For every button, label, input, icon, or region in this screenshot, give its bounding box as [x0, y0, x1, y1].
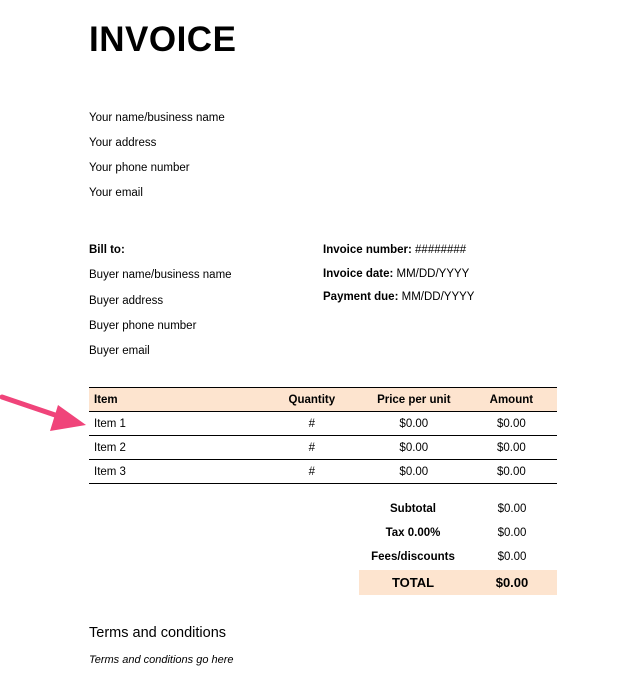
buyer-email: Buyer email — [89, 345, 150, 358]
bill-to-section — [89, 242, 232, 368]
item-price: $0.00 — [362, 412, 466, 436]
table-row — [89, 436, 557, 460]
fees-label: Fees/discounts — [371, 551, 455, 563]
fees-row — [359, 545, 557, 569]
item-name: Item 1 — [89, 412, 262, 436]
header-item: Item — [89, 388, 262, 412]
item-quantity: # — [262, 436, 362, 460]
buyer-name: Buyer name/business name — [89, 269, 232, 282]
header-quantity: Quantity — [262, 388, 362, 412]
invoice-meta — [323, 242, 474, 313]
table-header-row — [89, 388, 557, 412]
invoice-date — [323, 266, 474, 290]
table-row — [89, 412, 557, 436]
total-row — [359, 570, 557, 595]
item-amount: $0.00 — [466, 412, 557, 436]
invoice-number-label: Invoice number: — [323, 244, 412, 256]
invoice-number-value: ######## — [415, 244, 467, 256]
item-name: Item 2 — [89, 436, 262, 460]
item-name: Item 3 — [89, 460, 262, 484]
item-amount: $0.00 — [466, 460, 557, 484]
seller-address: Your address — [89, 137, 157, 149]
item-quantity: # — [262, 412, 362, 436]
bill-to-heading: Bill to: — [89, 244, 125, 256]
seller-name: Your name/business name — [89, 112, 225, 124]
subtotal-value: $0.00 — [497, 503, 527, 515]
seller-info — [89, 110, 225, 210]
tax-label: Tax 0.00% — [385, 527, 441, 539]
seller-phone: Your phone number — [89, 162, 190, 174]
totals-section — [359, 497, 557, 595]
line-items-table — [89, 387, 557, 484]
tax-row — [359, 521, 557, 545]
item-amount: $0.00 — [466, 436, 557, 460]
table-row — [89, 460, 557, 484]
terms-heading: Terms and conditions — [89, 625, 227, 641]
arrow-pointer-icon — [0, 385, 110, 445]
total-label: TOTAL — [391, 575, 435, 590]
item-price: $0.00 — [362, 436, 466, 460]
payment-due-label: Payment due: — [323, 291, 399, 303]
invoice-date-label: Invoice date: — [323, 267, 394, 280]
payment-due-value: MM/DD/YYYY — [401, 291, 475, 303]
payment-due — [323, 289, 474, 313]
invoice-date-value: MM/DD/YYYY — [396, 267, 470, 280]
invoice-title: INVOICE — [89, 20, 237, 59]
item-quantity: # — [262, 460, 362, 484]
buyer-phone: Buyer phone number — [89, 319, 197, 332]
subtotal-label: Subtotal — [390, 503, 436, 515]
invoice-number — [323, 242, 474, 266]
header-amount: Amount — [466, 388, 557, 412]
total-value: $0.00 — [495, 575, 529, 590]
fees-value: $0.00 — [497, 551, 527, 563]
seller-email: Your email — [89, 187, 143, 199]
subtotal-row — [359, 497, 557, 521]
header-price: Price per unit — [362, 388, 466, 412]
terms-body: Terms and conditions go here — [89, 654, 234, 666]
buyer-address: Buyer address — [89, 294, 164, 307]
item-price: $0.00 — [362, 460, 466, 484]
tax-value: $0.00 — [497, 527, 527, 539]
